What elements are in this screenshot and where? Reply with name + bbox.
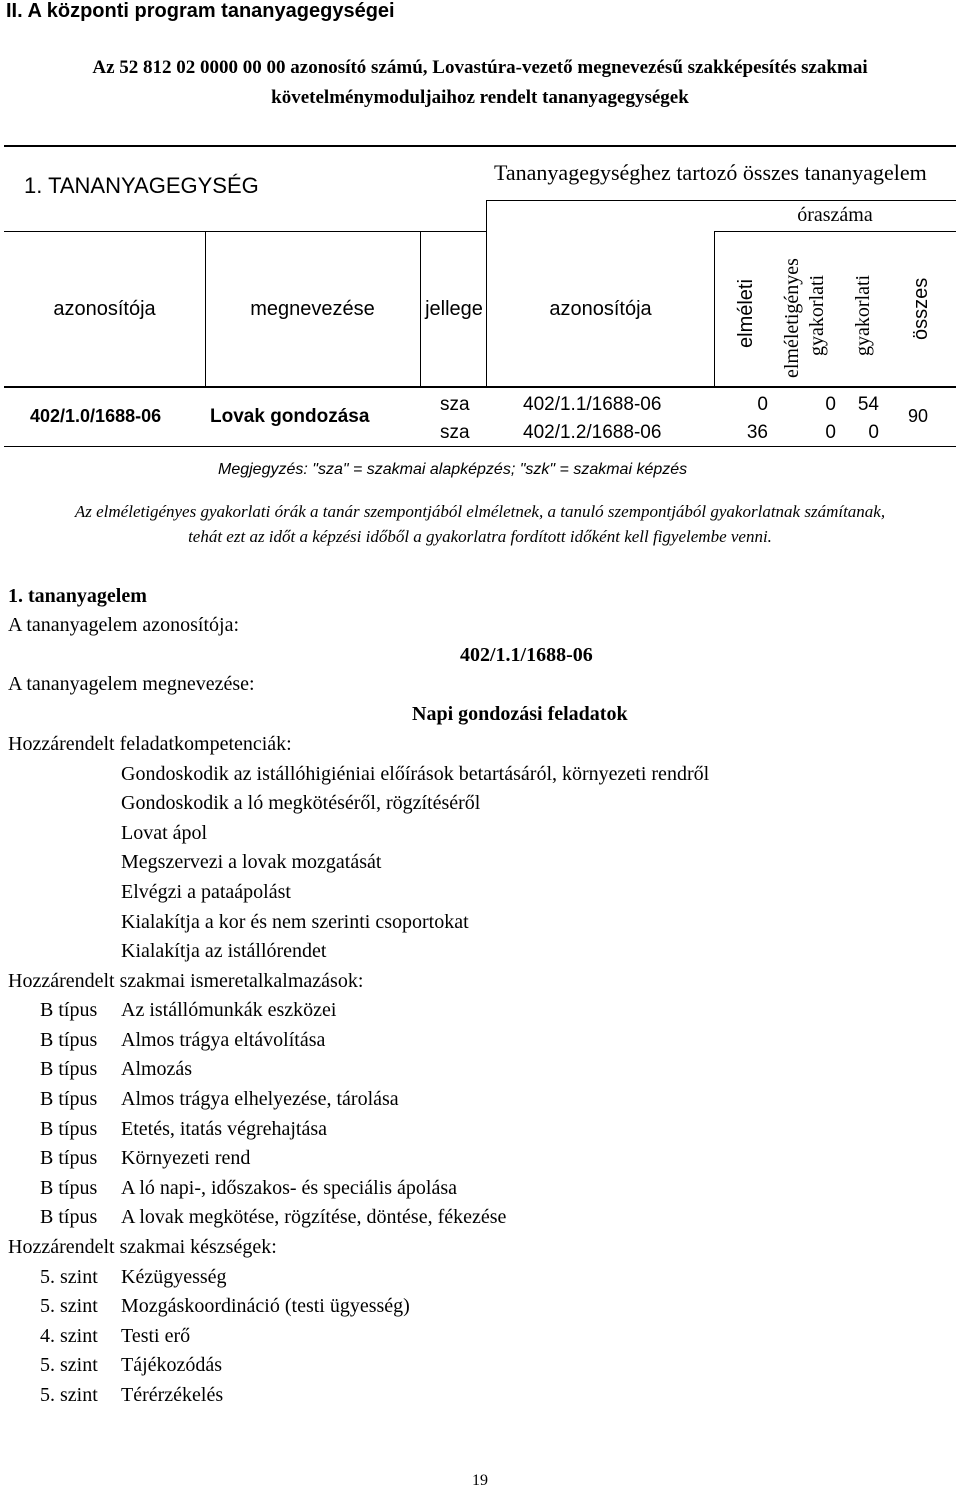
unit-title: 1. TANANYAGEGYSÉG — [24, 173, 259, 198]
element-name-label: A tananyagelem megnevezése: — [8, 673, 255, 695]
element-id-value: 402/1.1/1688-06 — [460, 644, 593, 666]
element-name-value: Napi gondozási feladatok — [412, 703, 628, 725]
skill-level: 5. szint — [40, 1266, 98, 1288]
col-azonositoja: azonosítója — [53, 298, 156, 320]
row-type: sza — [440, 394, 470, 415]
knowledge-type: B típus — [40, 1058, 98, 1080]
elements-header: Tananyagegységhez tartozó összes tananyagelem — [494, 160, 927, 185]
col-elem-azonositoja: azonosítója — [549, 298, 652, 320]
total-hours: 90 — [907, 406, 929, 426]
knowledge-text: A ló napi-, időszakos- és speciális ápolása — [121, 1177, 458, 1199]
skill-text: Tájékozódás — [121, 1354, 223, 1376]
col-gyakorlati: gyakorlati — [852, 274, 874, 356]
col-elmeletigenyes-1: elméletigényes — [781, 258, 803, 378]
unit-id: 402/1.0/1688-06 — [30, 406, 162, 426]
hours-header: óraszáma — [797, 204, 873, 226]
knowledge-text: Almos trágya eltávolítása — [121, 1029, 326, 1051]
row-id: 402/1.1/1688-06 — [523, 394, 662, 415]
list-item: Elvégzi a pataápolást — [121, 881, 291, 903]
row-elmeletigenyes: 0 — [825, 422, 836, 443]
knowledge-text: Az istállómunkák eszközei — [121, 999, 337, 1021]
legend: Megjegyzés: "sza" = szakmai alapképzés; "szk" = szakmai képzés — [218, 461, 688, 478]
col-megnevezese: megnevezése — [250, 298, 375, 320]
table-top-border — [4, 145, 956, 147]
col-jellege: jellege — [425, 298, 483, 320]
col-osszes: összes — [910, 277, 932, 340]
list-item: Kialakítja az istállórendet — [121, 940, 327, 962]
row-gyakorlati: 54 — [857, 394, 879, 415]
skill-level: 4. szint — [40, 1325, 98, 1347]
list-item: Gondoskodik az istállóhigiéniai előírások betartásáról, környezeti rendről — [121, 763, 710, 785]
unit-name: Lovak gondozása — [210, 406, 370, 427]
row-elmeletigenyes: 0 — [825, 394, 836, 415]
header-divider-3 — [4, 231, 486, 232]
skill-text: Kézügyesség — [121, 1266, 227, 1288]
section-title: II. A központi program tananyagegységei — [6, 0, 395, 22]
knowledge-type: B típus — [40, 1029, 98, 1051]
knowledge-text: Almozás — [121, 1058, 193, 1080]
list-item: Lovat ápol — [121, 822, 208, 844]
table-bottom-border — [4, 446, 956, 447]
header-divider-1 — [486, 200, 956, 201]
col-elmeleti: elméleti — [735, 279, 757, 348]
skill-level: 5. szint — [40, 1295, 98, 1317]
knowledge-type: B típus — [40, 1147, 98, 1169]
knowledge-text: Környezeti rend — [121, 1147, 251, 1169]
knowledge-text: Almos trágya elhelyezése, tárolása — [121, 1088, 399, 1110]
row-elmeleti: 0 — [757, 394, 768, 415]
element-id-label: A tananyagelem azonosítója: — [8, 614, 240, 636]
element-heading: 1. tananyagelem — [8, 585, 147, 607]
header-bottom-border — [4, 386, 956, 388]
list-item: Kialakítja a kor és nem szerinti csoportokat — [121, 911, 469, 933]
page-number: 19 — [472, 1472, 488, 1489]
skill-text: Mozgáskoordináció (testi ügyesség) — [121, 1295, 410, 1317]
row-type: sza — [440, 422, 470, 443]
knowledge-type: B típus — [40, 999, 98, 1021]
note-line-1: Az elméletigényes gyakorlati órák a tanár szempontjából elméletnek, a tanuló szempontjából gyakorlatnak számítanak, — [74, 502, 886, 521]
knowledge-type: B típus — [40, 1118, 98, 1140]
skill-text: Térérzékelés — [121, 1384, 224, 1406]
knowledge-type: B típus — [40, 1206, 98, 1228]
row-elmeleti: 36 — [746, 422, 768, 443]
col-elmeletigenyes-2: gyakorlati — [806, 274, 828, 356]
list-item: Gondoskodik a ló megkötéséről, rögzítéséről — [121, 792, 481, 814]
knowledge-type: B típus — [40, 1177, 98, 1199]
note-line-2: tehát ezt az időt a képzési időből a gyakorlatra fordított időként kell figyelembe venni. — [188, 527, 772, 546]
row-gyakorlati: 0 — [868, 422, 879, 443]
header-divider-2 — [714, 231, 956, 232]
row-id: 402/1.2/1688-06 — [523, 422, 662, 443]
col-divider-3 — [486, 200, 487, 386]
skill-level: 5. szint — [40, 1354, 98, 1376]
skill-text: Testi erő — [121, 1325, 191, 1347]
knowledge-text: Etetés, itatás végrehajtása — [121, 1118, 328, 1140]
tasks-label: Hozzárendelt feladatkompetenciák: — [8, 733, 292, 755]
skills-label: Hozzárendelt szakmai készségek: — [8, 1236, 277, 1258]
subtitle-line-2: követelménymoduljaihoz rendelt tananyagegységek — [271, 87, 689, 108]
knowledge-label: Hozzárendelt szakmai ismeretalkalmazások: — [8, 970, 364, 992]
col-divider-4 — [714, 231, 715, 386]
knowledge-text: A lovak megkötése, rögzítése, döntése, fékezése — [121, 1206, 507, 1228]
knowledge-type: B típus — [40, 1088, 98, 1110]
skill-level: 5. szint — [40, 1384, 98, 1406]
list-item: Megszervezi a lovak mozgatását — [121, 851, 382, 873]
subtitle-line-1: Az 52 812 02 0000 00 00 azonosító számú, Lovastúra-vezető megnevezésű szakképesítés szakmai — [92, 57, 868, 78]
